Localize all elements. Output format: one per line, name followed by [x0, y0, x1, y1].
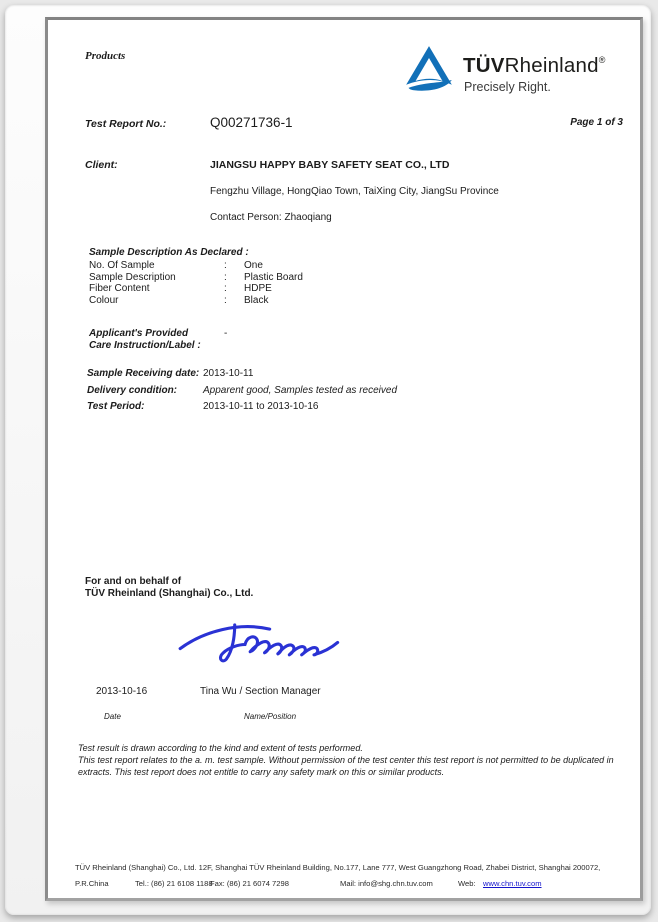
footer-contacts [75, 879, 542, 888]
behalf-line2: TÜV Rheinland (Shanghai) Co., Ltd. [85, 588, 254, 599]
sample-row-label: Fiber Content [89, 283, 150, 294]
brand-tuv: TÜV [463, 54, 505, 77]
detail-label: Delivery condition: [87, 384, 178, 396]
footer-web-link[interactable]: www.chn.tuv.com [483, 879, 542, 888]
tuv-rheinland-logo [403, 42, 618, 127]
client-name: JIANGSU HAPPY BABY SAFETY SEAT CO., LTD [210, 159, 450, 171]
detail-row [87, 368, 253, 379]
name-position-caption: Name/Position [244, 712, 297, 721]
footer-country: P.R.China [75, 879, 109, 888]
registered-mark: ® [598, 55, 606, 65]
signature-image [175, 613, 350, 675]
detail-row [87, 385, 397, 396]
detail-row [87, 401, 318, 412]
footer-mail: Mail: info@shg.chn.tuv.com [340, 879, 433, 888]
sign-name-value: Tina Wu / Section Manager [200, 686, 321, 697]
footer-web-label: Web: [458, 879, 476, 888]
detail-label: Test Period: [87, 401, 145, 412]
report-no-value: Q00271736-1 [210, 115, 293, 130]
detail-value: 2013-10-11 [203, 368, 254, 379]
brand-wordmark [463, 54, 606, 78]
sample-row-value: Plastic Board [244, 271, 303, 283]
sample-row-value: One [244, 260, 263, 271]
colon-separator: : [224, 271, 227, 283]
detail-value: 2013-10-11 to 2013-10-16 [203, 401, 319, 412]
colon-separator: : [224, 283, 227, 294]
colon-separator: : [224, 294, 227, 306]
colon-separator: : [224, 260, 227, 271]
products-header: Products [85, 50, 126, 62]
detail-value: Apparent good, Samples tested as received [203, 384, 398, 396]
sample-row-label: Sample Description [89, 271, 176, 283]
footer-address: TÜV Rheinland (Shanghai) Co., Ltd. 12F, Shanghai TÜV Rheinland Building, No.177, Lane 777, West Guangzhong Road, Zhabei District, Shanghai 200072, [75, 863, 601, 872]
footer-fax: Fax: (86) 21 6074 7298 [210, 879, 289, 888]
behalf-line1: For and on behalf of [85, 576, 182, 587]
page-indicator: Page 1 of 3 [570, 117, 623, 128]
sample-row [89, 272, 303, 284]
footer-tel: Tel.: (86) 21 6108 1188 [135, 879, 213, 888]
client-label: Client: [85, 159, 118, 171]
care-label-line1: Applicant's Provided [89, 328, 189, 339]
sign-date-value: 2013-10-16 [96, 686, 148, 697]
brand-tagline: Precisely Right. [464, 80, 551, 94]
sample-description-heading: Sample Description As Declared : [89, 247, 249, 258]
sample-row-value: HDPE [244, 283, 272, 294]
detail-label: Sample Receiving date: [87, 368, 200, 379]
sample-row [89, 295, 268, 307]
sample-row [89, 283, 272, 295]
brand-rheinland: Rheinland [504, 54, 599, 77]
report-no-label: Test Report No.: [85, 118, 167, 130]
tuv-triangle-icon [403, 44, 455, 94]
sample-row-label: No. Of Sample [89, 260, 155, 271]
sample-row-value: Black [244, 294, 269, 306]
care-label-line2: Care Instruction/Label : [89, 340, 201, 351]
disclaimer-line1: Test result is drawn according to the kind and extent of tests performed. [78, 743, 363, 753]
sample-row [89, 260, 263, 272]
report-page [45, 17, 643, 901]
disclaimer-line2: This test report relates to the a. m. test sample. Without permission of the test center this test report is not permitted to be duplicated in extracts. This test report does not entitle to carry any safety mark on this or similar products. [78, 755, 614, 777]
client-address: Fengzhu Village, HongQiao Town, TaiXing City, JiangSu Province [210, 186, 499, 197]
date-caption: Date [104, 712, 121, 721]
care-value: - [224, 328, 228, 339]
client-contact: Contact Person: Zhaoqiang [210, 212, 332, 223]
sample-row-label: Colour [89, 294, 119, 306]
